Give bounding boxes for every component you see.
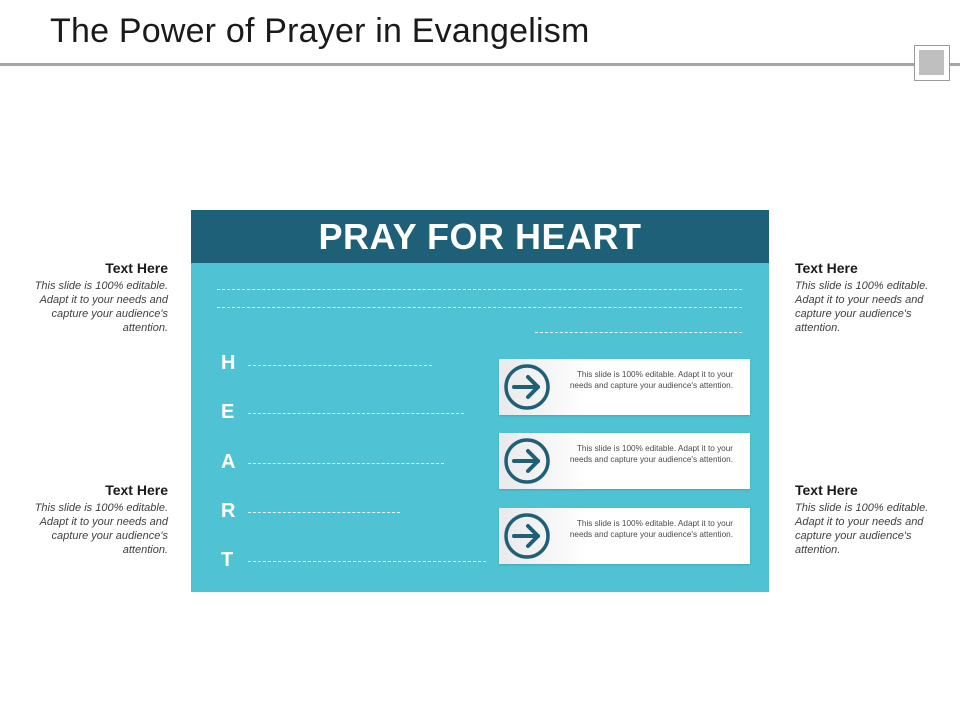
side-block-top-right [795, 259, 945, 335]
heart-letter-h: H [221, 352, 236, 374]
panel-header: PRAY FOR HEART [191, 210, 769, 263]
title-divider [0, 63, 960, 66]
info-card [499, 508, 750, 564]
heart-letter-a: A [221, 451, 236, 473]
corner-square-decoration [914, 45, 950, 81]
letter-dashed-line [248, 463, 444, 464]
card-text: This slide is 100% editable. Adapt it to your needs and capture your audience's attention. [569, 370, 733, 390]
letter-dashed-line [248, 365, 432, 366]
card-text: This slide is 100% editable. Adapt it to your needs and capture your audience's attention. [569, 444, 733, 464]
letter-dashed-line [248, 512, 400, 513]
letter-dashed-line [248, 413, 464, 414]
side-heading: Text Here [795, 482, 858, 498]
slide-title: The Power of Prayer in Evangelism [50, 12, 590, 50]
heart-letter-r: R [221, 500, 236, 522]
card-text: This slide is 100% editable. Adapt it to your needs and capture your audience's attention. [569, 519, 733, 539]
dashed-line [217, 289, 742, 290]
side-block-top-left [18, 259, 168, 335]
heart-panel [191, 210, 769, 592]
arrow-right-circle-icon [502, 511, 552, 561]
side-heading: Text Here [105, 482, 168, 498]
info-card [499, 433, 750, 489]
side-heading: Text Here [795, 260, 858, 276]
letter-dashed-line [248, 561, 486, 562]
corner-square-fill [919, 50, 944, 75]
arrow-right-circle-icon [502, 436, 552, 486]
side-heading: Text Here [105, 260, 168, 276]
side-block-bottom-right [795, 481, 945, 557]
dashed-line [535, 332, 742, 333]
side-block-bottom-left [18, 481, 168, 557]
side-body: This slide is 100% editable. Adapt it to your needs and capture your audience's attention. [34, 502, 168, 556]
dashed-line [217, 307, 742, 308]
info-card [499, 359, 750, 415]
heart-letter-t: T [221, 549, 234, 571]
side-body: This slide is 100% editable. Adapt it to your needs and capture your audience's attention. [795, 502, 929, 556]
heart-letter-e: E [221, 401, 235, 423]
arrow-right-circle-icon [502, 362, 552, 412]
side-body: This slide is 100% editable. Adapt it to your needs and capture your audience's attention. [34, 280, 168, 334]
side-body: This slide is 100% editable. Adapt it to your needs and capture your audience's attention. [795, 280, 929, 334]
